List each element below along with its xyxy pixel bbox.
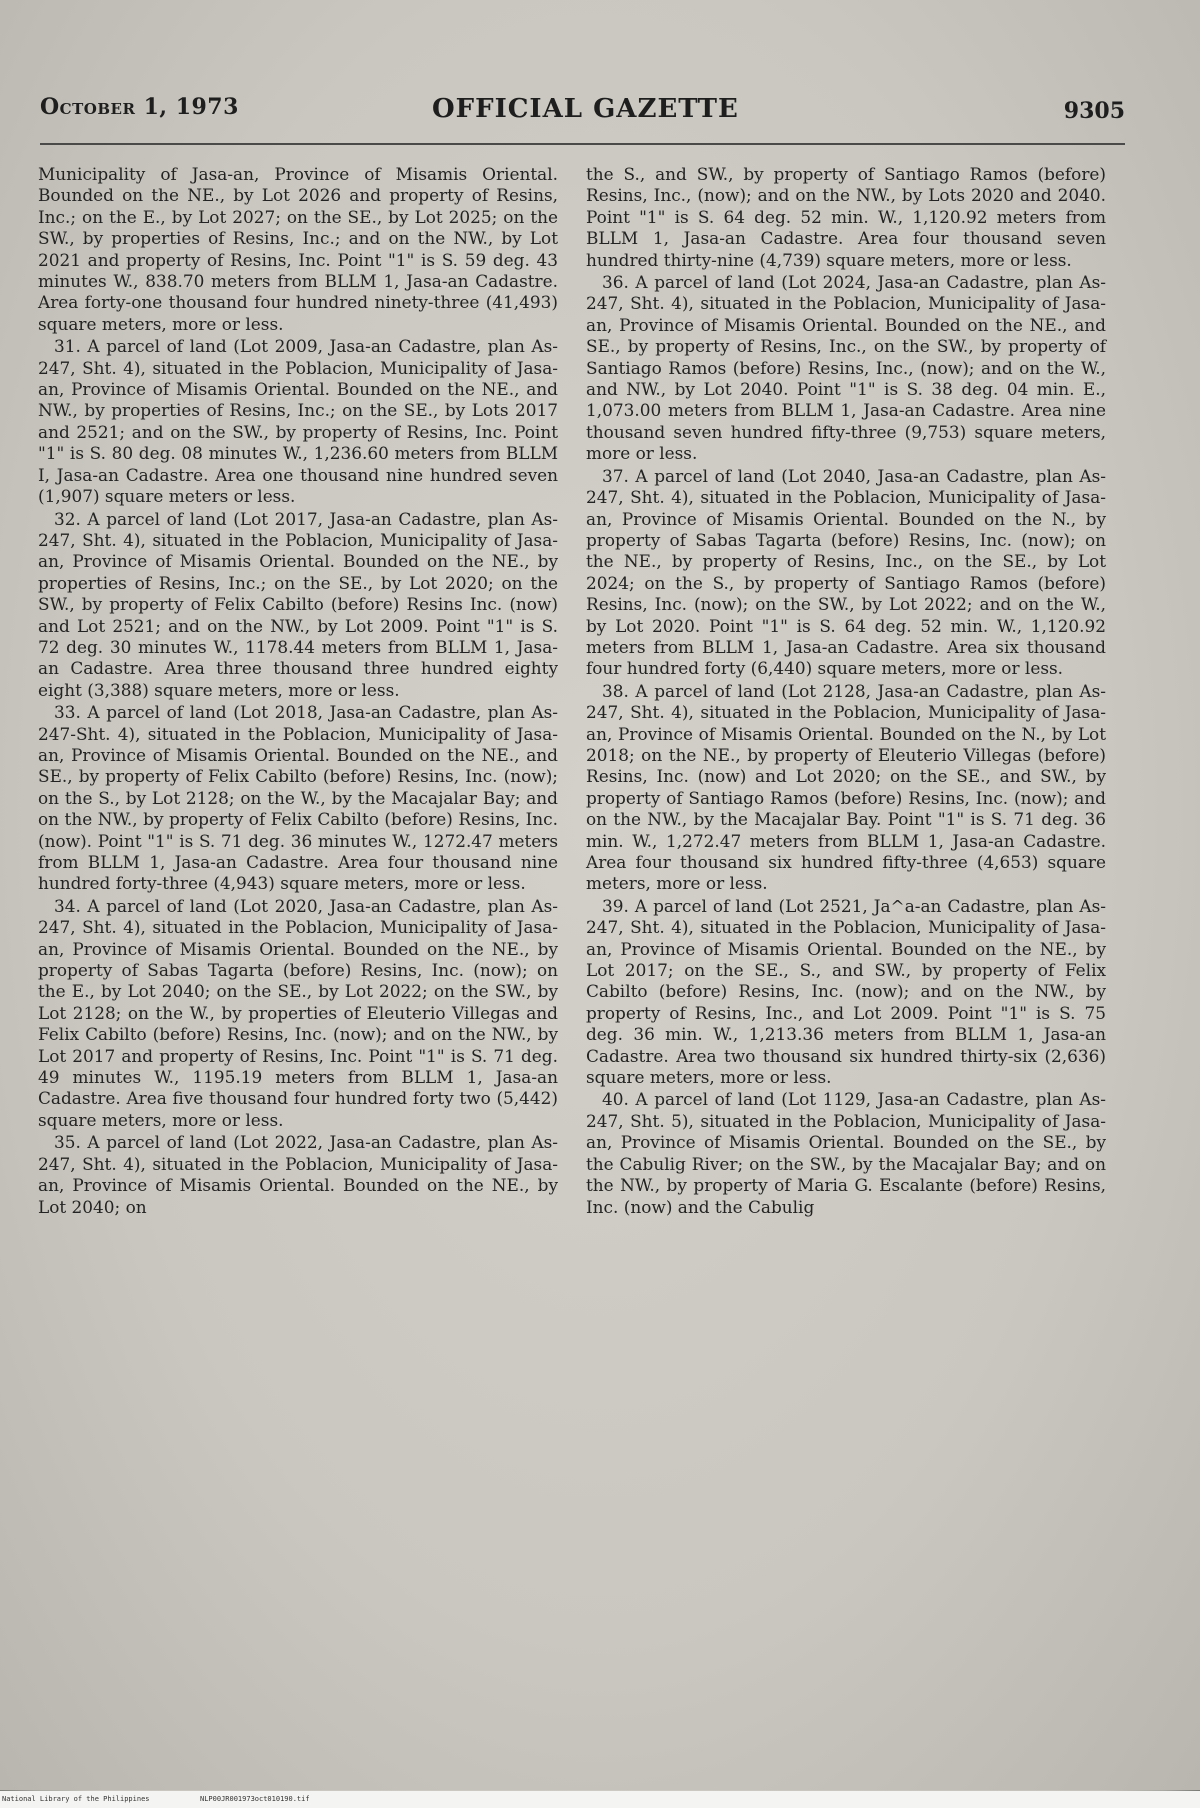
right-column: [586, 164, 1106, 1218]
paragraph-lot-2128: 38. A parcel of land (Lot 2128, Jasa-an Cadastre, plan As-247, Sht. 4), situated in the Poblacion, Municipality of Jasa-an, Province of Misamis Oriental. Bounded on the N., by Lot 2018; on the NE., by property of Eleuterio Villegas (before) Resins, Inc. (now) and Lot 2020; on the SE., and SW., by property of Santiago Ramos (before) Resins, Inc. (now); and on the NW., by the Macajalar Bay. Point "1" is S. 71 deg. 36 min. W., 1,272.47 meters from BLLM 1, Jasa-an Cadastre. Area four thousand six hundred fifty-three (4,653) square meters, more or less.: [586, 680, 1106, 894]
paragraph-lot-2022: 35. A parcel of land (Lot 2022, Jasa-an Cadastre, plan As-247, Sht. 4), situated in the Poblacion, Municipality of Jasa-an, Province of Misamis Oriental. Bounded on the NE., by Lot 2040; on: [38, 1132, 558, 1217]
publication-title: OFFICIAL GAZETTE: [432, 94, 739, 124]
paragraph-lot-2017: 32. A parcel of land (Lot 2017, Jasa-an Cadastre, plan As-247, Sht. 4), situated in the Poblacion, Municipality of Jasa-an, Province of Misamis Oriental. Bounded on the NE., by properties of Resins, Inc.; on the SE., by Lot 2020; on the SW., by property of Felix Cabilto (before) Resins Inc. (now) and Lot 2521; and on the NW., by Lot 2009. Point "1" is S. 72 deg. 30 minutes W., 1178.44 meters from BLLM 1, Jasa-an Cadastre. Area three thousand three hundred eighty eight (3,388) square meters, more or less.: [38, 508, 558, 700]
scan-footer: [0, 1791, 1200, 1808]
left-column: [38, 164, 558, 1218]
paragraph-continuation: Municipality of Jasa-an, Province of Misamis Oriental. Bounded on the NE., by Lot 2026 and property of Resins, Inc.; on the E., by Lot 2027; on the SE., by Lot 2025; on the SW., by properties of Resins, Inc.; and on the NW., by Lot 2021 and property of Resins, Inc. Point "1" is S. 59 deg. 43 minutes W., 838.70 meters from BLLM 1, Jasa-an Cadastre. Area forty-one thousand four hundred ninety-three (41,493) square meters, more or less.: [38, 164, 558, 334]
paragraph-lot-2024: 36. A parcel of land (Lot 2024, Jasa-an Cadastre, plan As-247, Sht. 4), situated in the Poblacion, Municipality of Jasa-an, Province of Misamis Oriental. Bounded on the NE., and SE., by property of Resins, Inc., on the SW., by property of Santiago Ramos (before) Resins, Inc., (now); and on the W., and NW., by Lot 2040. Point "1" is S. 38 deg. 04 min. E., 1,073.00 meters from BLLM 1, Jasa-an Cadastre. Area nine thousand seven hundred fifty-three (9,753) square meters, more or less.: [586, 272, 1106, 464]
scan-filename: NLP00JR001973oct010190.tif: [200, 1795, 310, 1803]
page-header: [40, 86, 1125, 138]
header-rule: [40, 143, 1125, 145]
paragraph-lot-2018: 33. A parcel of land (Lot 2018, Jasa-an Cadastre, plan As-247-Sht. 4), situated in the Poblacion, Municipality of Jasa-an, Province of Misamis Oriental. Bounded on the NE., and SE., by property of Felix Cabilto (before) Resins, Inc. (now); on the S., by Lot 2128; on the W., by the Macajalar Bay; and on the NW., by property of Felix Cabilto (before) Resins, Inc. (now). Point "1" is S. 71 deg. 36 minutes W., 1272.47 meters from BLLM 1, Jasa-an Cadastre. Area four thousand nine hundred forty-three (4,943) square meters, more or less.: [38, 702, 558, 894]
paragraph-lot-2040: 37. A parcel of land (Lot 2040, Jasa-an Cadastre, plan As-247, Sht. 4), situated in the Poblacion, Municipality of Jasa-an, Province of Misamis Oriental. Bounded on the N., by property of Sabas Tagarta (before) Resins, Inc. (now); on the NE., by property of Resins, Inc., on the SE., by Lot 2024; on the S., by property of Santiago Ramos (before) Resins, Inc. (now); on the SW., by Lot 2022; and on the W., by Lot 2020. Point "1" is S. 64 deg. 52 min. W., 1,120.92 meters from BLLM 1, Jasa-an Cadastre. Area six thousand four hundred forty (6,440) square meters, more or less.: [586, 465, 1106, 679]
paragraph-lot-1129: 40. A parcel of land (Lot 1129, Jasa-an Cadastre, plan As-247, Sht. 5), situated in the Poblacion, Municipality of Jasa-an, Province of Misamis Oriental. Bounded on the SE., by the Cabulig River; on the SW., by the Macajalar Bay; and on the NW., by property of Maria G. Escalante (before) Resins, Inc. (now) and the Cabulig: [586, 1089, 1106, 1217]
page-number: 9305: [1063, 98, 1125, 124]
paragraph-lot-2020: 34. A parcel of land (Lot 2020, Jasa-an Cadastre, plan As-247, Sht. 4), situated in the Poblacion, Municipality of Jasa-an, Province of Misamis Oriental. Bounded on the NE., by property of Sabas Tagarta (before) Resins, Inc. (now); on the E., by Lot 2040; on the SE., by Lot 2022; on the SW., by Lot 2128; on the W., by properties of Eleuterio Villegas and Felix Cabilto (before) Resins, Inc. (now); and on the NW., by Lot 2017 and property of Resins, Inc. Point "1" is S. 71 deg. 49 minutes W., 1195.19 meters from BLLM 1, Jasa-an Cadastre. Area five thousand four hundred forty two (5,442) square meters, more or less.: [38, 895, 558, 1130]
paragraph-lot-2009: 31. A parcel of land (Lot 2009, Jasa-an Cadastre, plan As-247, Sht. 4), situated in the Poblacion, Municipality of Jasa-an, Province of Misamis Oriental. Bounded on the NE., and NW., by properties of Resins, Inc.; on the SE., by Lots 2017 and 2521; and on the SW., by property of Resins, Inc. Point "1" is S. 80 deg. 08 minutes W., 1,236.60 meters from BLLM I, Jasa-an Cadastre. Area one thousand nine hundred seven (1,907) square meters or less.: [38, 336, 558, 507]
issue-date: October 1, 1973: [40, 94, 239, 120]
paragraph-lot-2521: 39. A parcel of land (Lot 2521, Ja^a-an Cadastre, plan As-247, Sht. 4), situated in the Poblacion, Municipality of Jasa-an, Province of Misamis Oriental. Bounded on the NE., by Lot 2017; on the SE., S., and SW., by property of Felix Cabilto (before) Resins, Inc. (now); and on the NW., by property of Resins, Inc., and Lot 2009. Point "1" is S. 75 deg. 36 min. W., 1,213.36 meters from BLLM 1, Jasa-an Cadastre. Area two thousand six hundred thirty-six (2,636) square meters, more or less.: [586, 895, 1106, 1088]
library-credit: National Library of the Philippines: [2, 1795, 150, 1803]
paragraph-lot-2022-continued: the S., and SW., by property of Santiago Ramos (before) Resins, Inc., (now); and on the NW., by Lots 2020 and 2040. Point "1" is S. 64 deg. 52 min. W., 1,120.92 meters from BLLM 1, Jasa-an Cadastre. Area four thousand seven hundred thirty-nine (4,739) square meters, more or less.: [586, 164, 1106, 270]
